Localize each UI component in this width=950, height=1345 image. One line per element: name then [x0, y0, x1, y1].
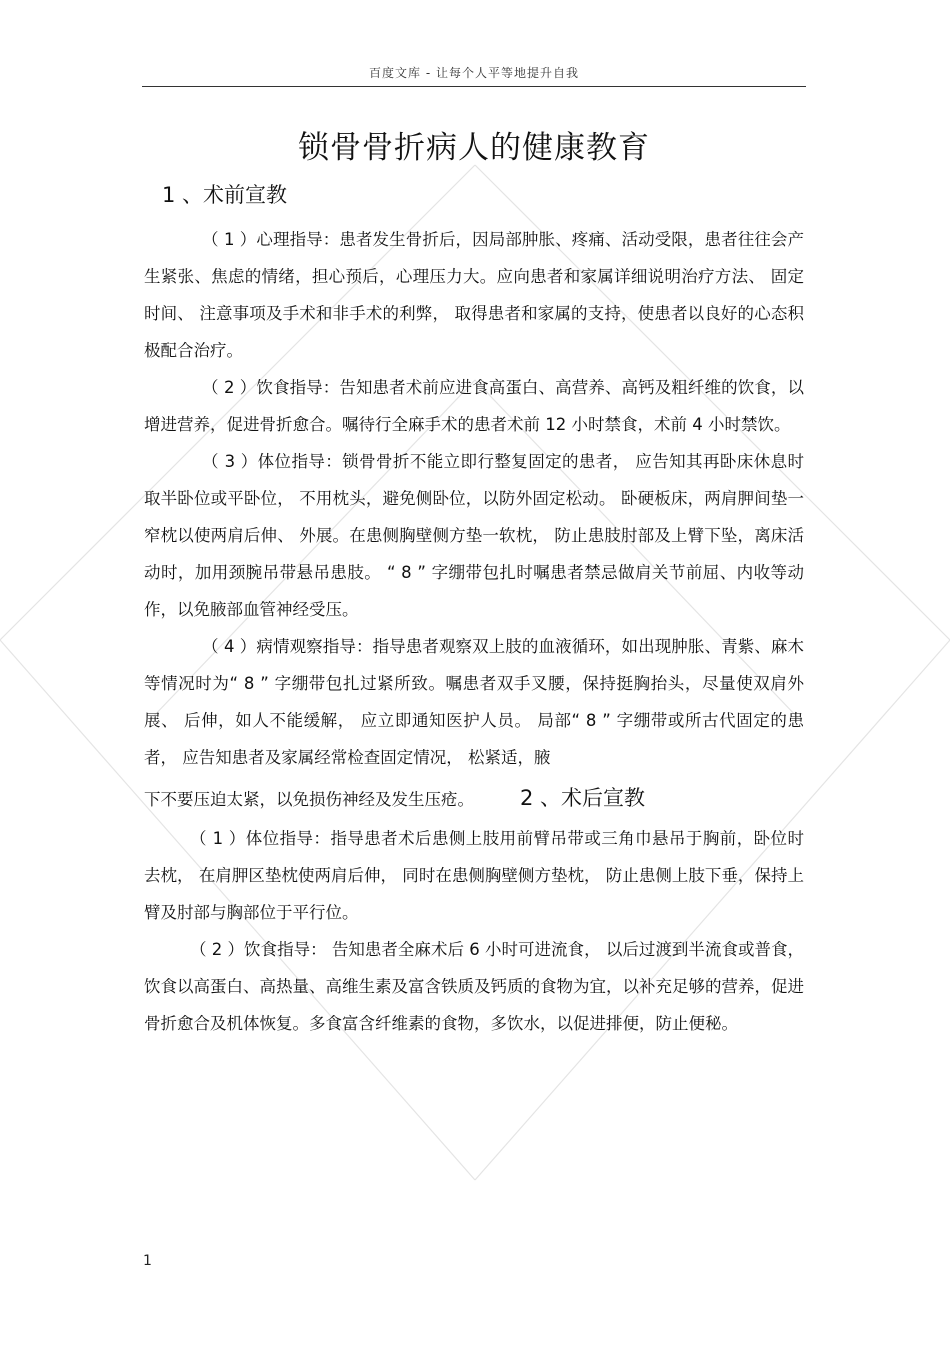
page-number: 1 [143, 1253, 152, 1269]
paragraph-diet: （ 2 ）饮食指导：告知患者术前应进食高蛋白、高营养、高钙及粗纤维的饮食，以增进营养，促进骨折愈合。嘱待行全麻手术的患者术前 12 小时禁食，术前 4 小时禁饮。 [144, 378, 804, 434]
page-header: 百度文库 - 让每个人平等地提升自我 [369, 66, 579, 80]
paragraph-observation: （ 4 ）病情观察指导：指导患者观察双上肢的血液循环，如出现肿胀、青紫、麻木等情况时为“ 8 ” 字绷带包扎过紧所致。嘱患者双手叉腰，保持挺胸抬头，尽量使双肩外展、 后伸，如人不能缓解， 应立即通知医护人员。 局部“ 8 ” 字绷带或所古代固定的患者， 应告知患者及家属经常检查固定情况， 松紧适，腋 [144, 637, 804, 767]
section-heading-postop: 2 、术后宣教 [520, 786, 646, 810]
document-title: 锁骨骨折病人的健康教育 [298, 130, 650, 166]
paragraph-psychological: （ 1 ）心理指导：患者发生骨折后，因局部肿胀、疼痛、活动受限，患者往往会产生紧张、焦虑的情绪，担心预后，心理压力大。应向患者和家属详细说明治疗方法、 固定时间、 注意事项及手术和非手术的利弊， 取得患者和家属的支持，使患者以良好的心态积极配合治疗。 [144, 230, 804, 360]
paragraph-position: （ 3 ）体位指导：锁骨骨折不能立即行整复固定的患者， 应告知其再卧床休息时取半卧位或平卧位， 不用枕头，避免侧卧位，以防外固定松动。 卧硬板床，两肩胛间垫一窄枕以使两肩后伸、 外展。在患侧胸壁侧方垫一软枕， 防止患肢肘部及上臂下坠，离床活动时，加用颈腕吊带悬吊患肢。 “ 8 ” 字绷带包扎时嘱患者禁忌做肩关节前屈、内收等动作，以免腋部血管神经受压。 [144, 452, 804, 619]
section-heading-preop: 1 、术前宣教 [162, 183, 288, 207]
paragraph-postop-diet: （ 2 ）饮食指导： 告知患者全麻术后 6 小时可进流食， 以后过渡到半流食或普食，饮食以高蛋白、高热量、高维生素及富含铁质及钙质的食物为宜，以补充足够的营养，促进骨折愈合及机体恢复。多食富含纤维素的食物，多饮水，以促进排便，防止便秘。 [144, 940, 804, 1033]
paragraph-postop-position: （ 1 ）体位指导：指导患者术后患侧上肢用前臂吊带或三角巾悬吊于胸前，卧位时去枕， 在肩胛区垫枕使两肩后伸， 同时在患侧胸壁侧方垫枕， 防止患侧上肢下垂，保持上臂及肘部与胸部位于平行位。 [144, 829, 804, 922]
document-body [144, 175, 804, 1042]
paragraph-tail-text: 下不要压迫太紧，以免损伤神经及发生压疮。 [144, 790, 474, 809]
paragraph-observation-tail [144, 778, 804, 820]
header-divider [142, 86, 806, 87]
